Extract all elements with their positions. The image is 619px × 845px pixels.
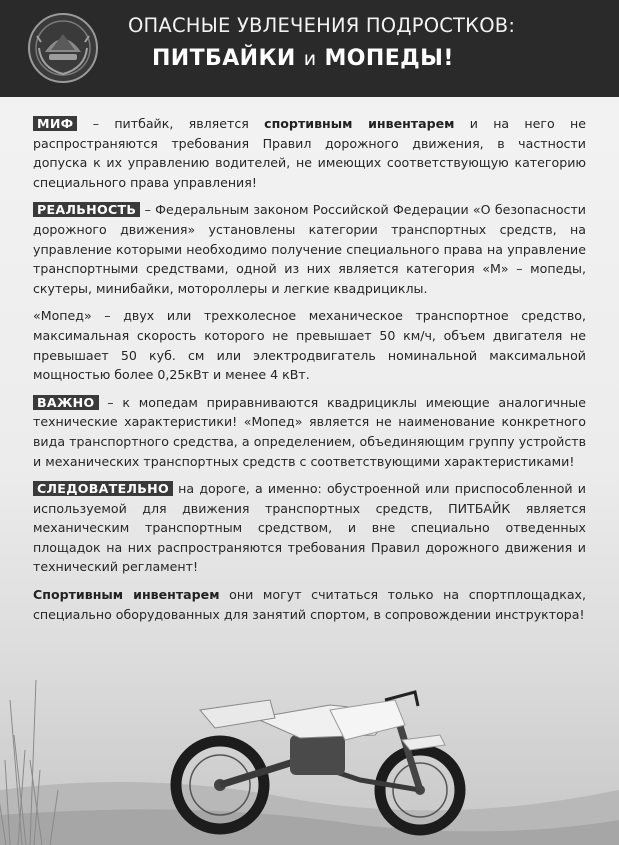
title-mopeds: МОПЕДЫ!	[324, 46, 454, 71]
therefore-text: на дороге, а именно: обустроенной или приспособленной и используемой для движения транспортных средств, ПИТБАЙК является механическим транспортным средством, и вне специально отведенных площадок на них распространяются требования Правил дорожного движения и технический регламент!	[33, 481, 586, 575]
myth-bold: спортивным инвентарем	[264, 116, 455, 131]
header-banner	[0, 0, 619, 97]
tag-important: ВАЖНО	[33, 395, 99, 410]
page-title-line2	[152, 46, 592, 71]
title-pitbikes: ПИТБАЙКИ	[152, 46, 296, 71]
myth-text-2: и на него не распространяются требования Правил дорожного движения, в частности допуска к их управлению водителей, не имеющих соответствующую категорию специального права управления!	[33, 116, 586, 190]
sport-bold: Спортивным инвентарем	[33, 587, 220, 603]
traffic-police-emblem-icon	[27, 12, 99, 84]
article-body	[33, 114, 586, 632]
paragraph-myth	[33, 114, 586, 192]
paragraph-sport	[33, 585, 586, 624]
sport-text: они могут считаться только на спортплощадках, специально оборудованных для занятий спортом, в сопровождении инструктора!	[33, 587, 586, 622]
important-text: – к мопедам приравниваются квадрициклы имеющие аналогичные технические характеристики! «Мопед» является не наименование конкретного вида транспортного средства, а определением, объединяющим группу устройств и механических транспортных средств с соответствующими характеристиками!	[33, 394, 586, 469]
myth-text-1: – питбайк, является	[77, 116, 265, 131]
paragraph-important	[33, 393, 586, 471]
tag-therefore: СЛЕДОВАТЕЛЬНО	[33, 481, 173, 496]
pit-bike-on-snow-photo	[0, 640, 619, 845]
tag-reality: РЕАЛЬНОСТЬ	[33, 202, 140, 217]
paragraph-reality	[33, 200, 586, 298]
tag-myth: МИФ	[33, 116, 77, 131]
page-title-line1: ОПАСНЫЕ УВЛЕЧЕНИЯ ПОДРОСТКОВ:	[128, 14, 516, 37]
reality-text: – Федеральным законом Российской Федерации «О безопасности дорожного движения» установлены категории транспортных средств, на управление которыми необходимо получение специального права на управление транспортными средствами, одной из них является категория «М» – мопеды, скутеры, минибайки, мотороллеры и легкие квадрициклы.	[33, 202, 586, 296]
paragraph-therefore	[33, 479, 586, 577]
title-and: и	[303, 48, 317, 70]
paragraph-moped: «Мопед» – двух или трехколесное механическое транспортное средство, максимальная скорость которого не превышает 50 км/ч, объем двигателя не превышает 50 куб. см или электродвигатель номинальной максимальной мощностью более 0,25кВт и менее 4 кВт.	[33, 308, 586, 383]
